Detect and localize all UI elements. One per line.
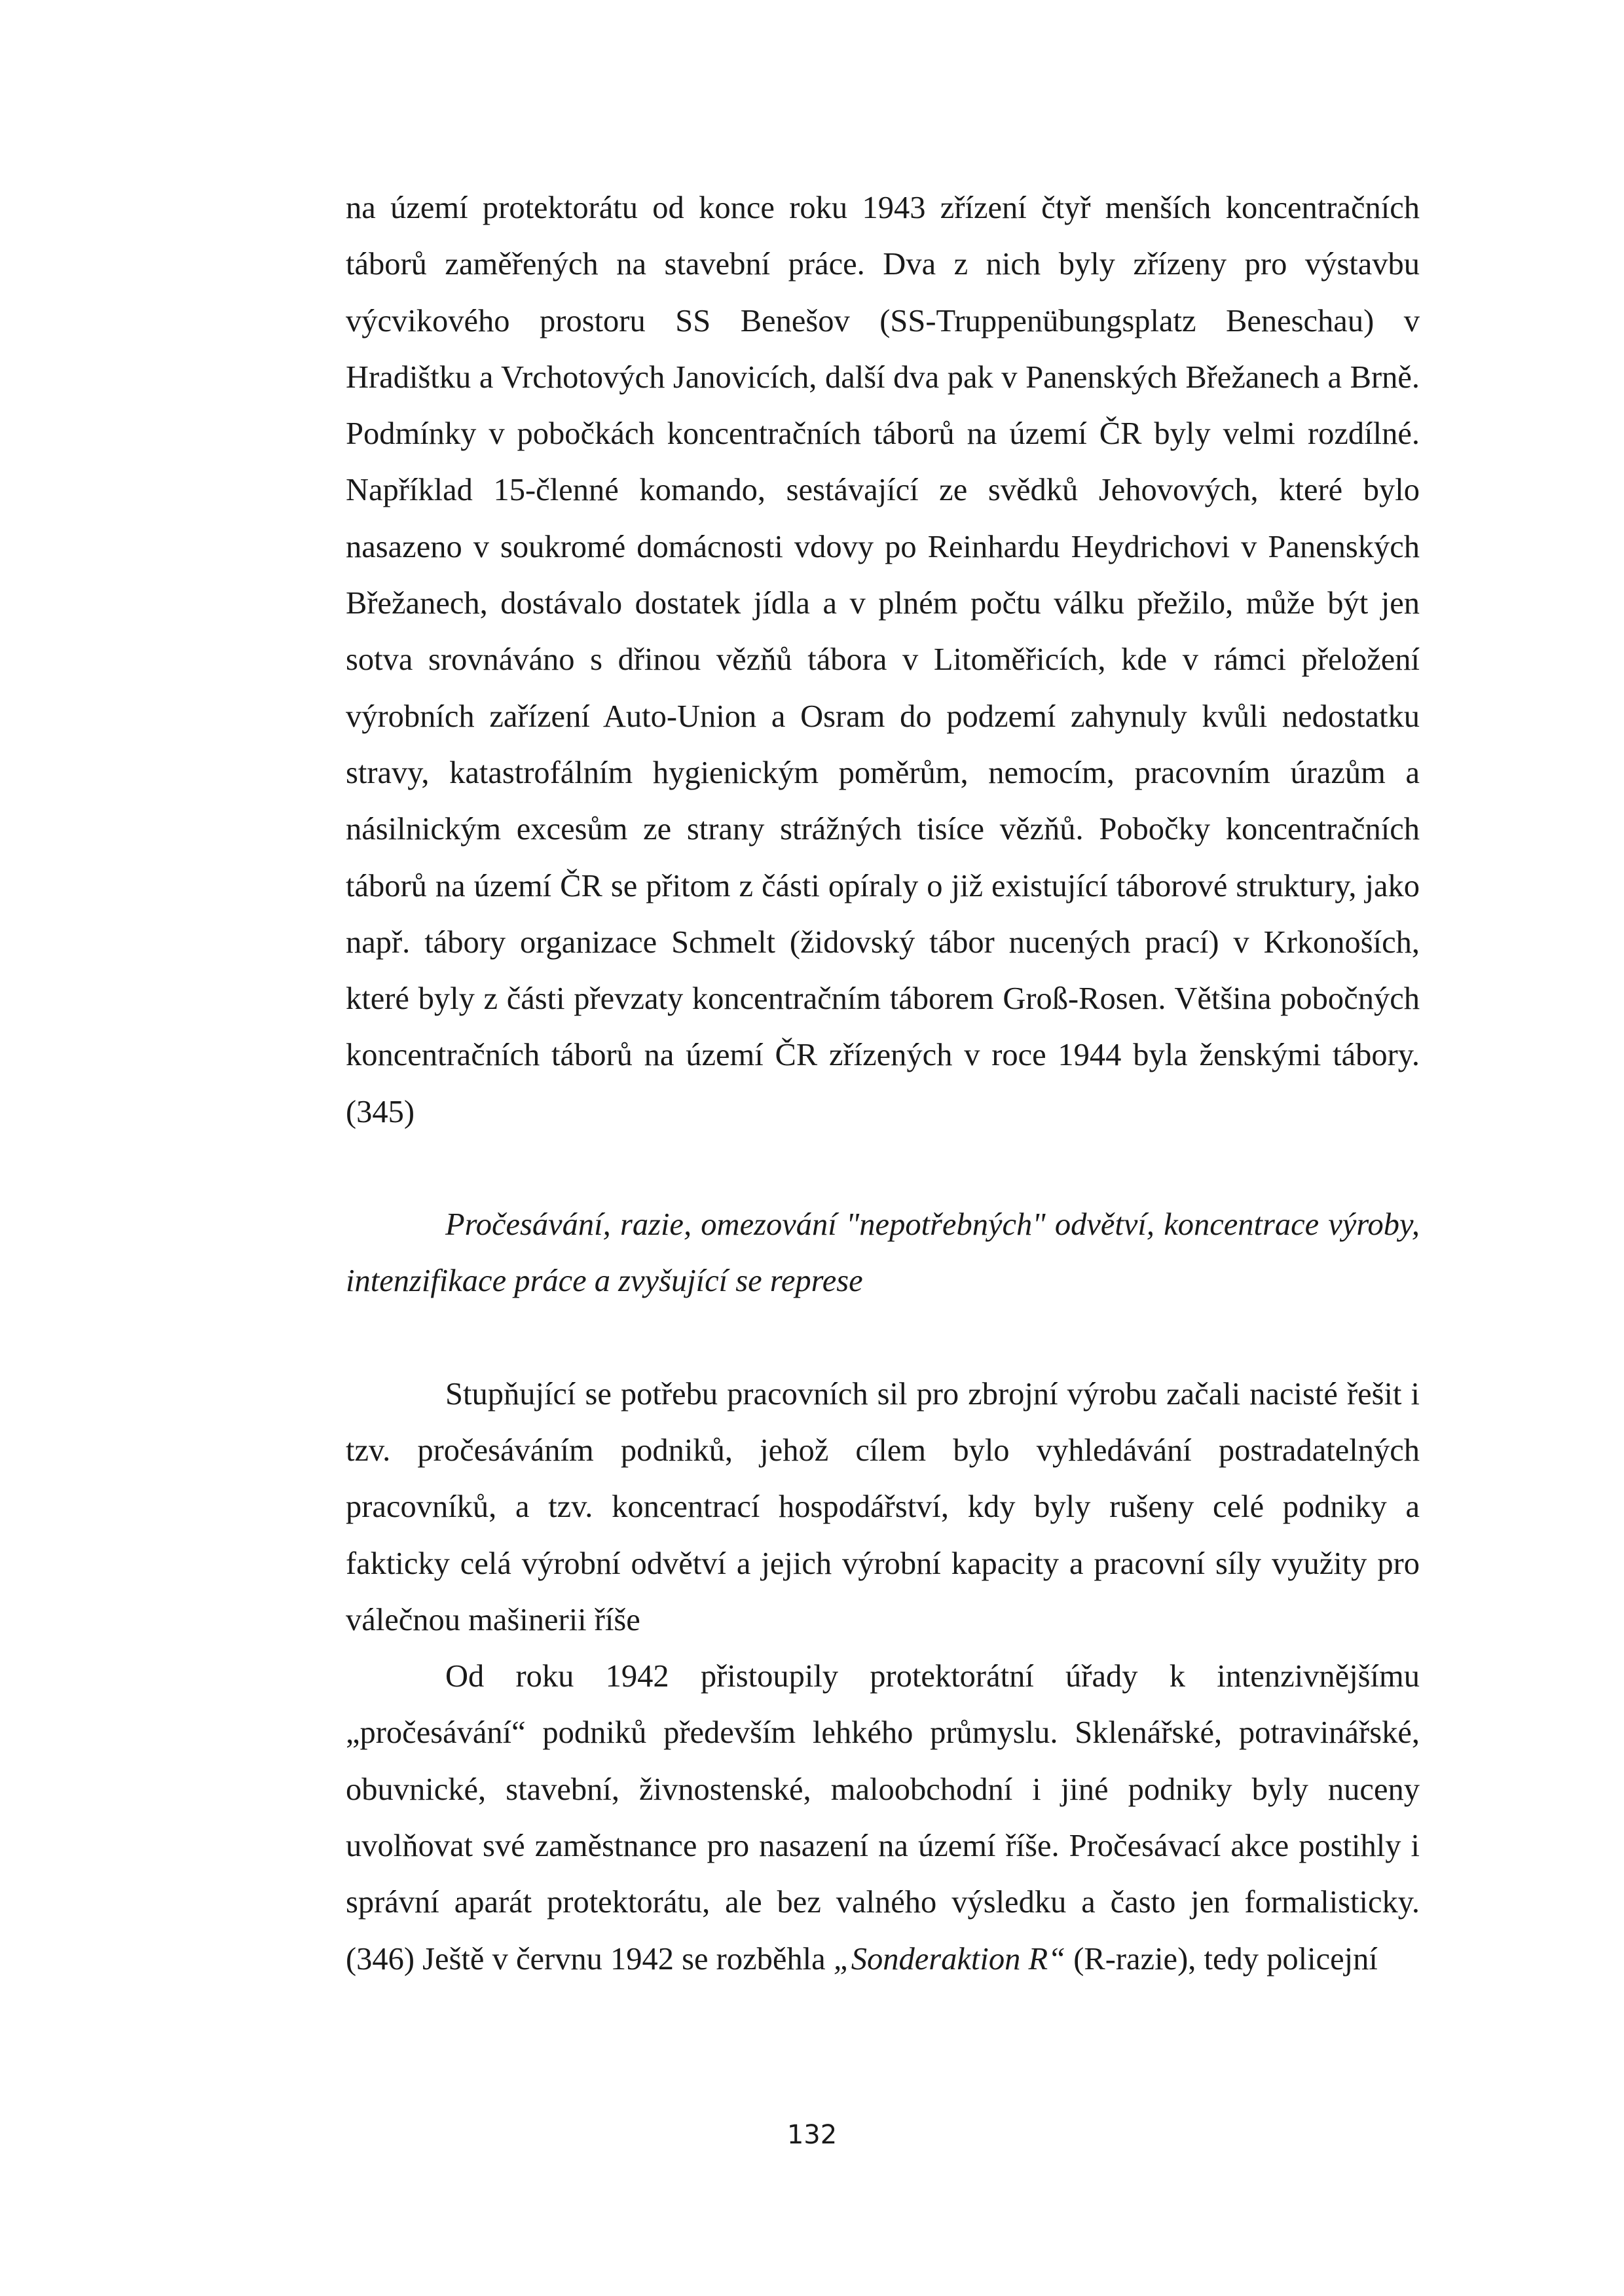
paragraph-text: Od roku 1942 přistoupily protektorátní úřady k intenzivnějšímu „pročesávání“ podniků především lehkého průmyslu. Sklenářské, potravinářské, obuvnické, stavební, živnostenské, maloobchodní i jiné podniky byly nuceny uvolňovat své zaměstnance pro nasazení na území říše. Pročesávací akce postihly i správní aparát protektorátu, ale bez valného výsledku a často jen formalisticky. (346) Ještě v červnu 1942 se rozběhla [346, 1659, 1420, 1977]
paragraph [346, 1649, 1420, 1988]
paragraph-text: (R-razie), tedy policejní [1065, 1941, 1378, 1977]
paragraph: na území protektorátu od konce roku 1943 zřízení čtyř menších koncentračních táborů zaměřených na stavební práce. Dva z nich byly zřízeny pro výstavbu výcvikového prostoru SS Benešov (SS-Truppenübungsplatz Beneschau) v Hradištku a Vrchotových Janovicích, další dva pak v Panenských Břežanech a Brně. Podmínky v pobočkách koncentračních táborů na území ČR byly velmi rozdílné. Například 15-členné komando, sestávající ze svědků Jehovových, které bylo nasazeno v soukromé domácnosti vdovy po Reinhardu Heydrichovi v Panenských Břežanech, dostávalo dostatek jídla a v plném počtu válku přežilo, může být jen sotva srovnáváno s dřinou vězňů tábora v Litoměřicích, kde v rámci přeložení výrobních zařízení Auto-Union a Osram do podzemí zahynuly kvůli nedostatku stravy, katastrofálním hygienickým poměrům, nemocím, pracovním úrazům a násilnickým excesům ze strany strážných tisíce vězňů. Pobočky koncentračních táborů na území ČR se přitom z části opíraly o již existující táborové struktury, jako např. tábory organizace Schmelt (židovský tábor nucených prací) v Krkonoších, které byly z části převzaty koncentračním táborem Groß-Rosen. Většina pobočných koncentračních táborů na území ČR zřízených v roce 1944 byla ženskými tábory.(345) [346, 191, 1420, 1129]
page-number: 132 [786, 2120, 838, 2150]
paragraph: Stupňující se potřebu pracovních sil pro zbrojní výrobu začali nacisté řešit i tzv. pročesáváním podniků, jehož cílem bylo vyhledávání postradatelných pracovníků, a tzv. koncentrací hospodářství, kdy byly rušeny celé podniky a fakticky celá výrobní odvětví a jejich výrobní kapacity a pracovní síly využity pro válečnou mašinerii říše [346, 1376, 1420, 1637]
body-text [346, 180, 1420, 1988]
italic-term: „Sonderaktion R“ [833, 1941, 1066, 1977]
section-heading: Pročesávání, razie, omezování "nepotřebných" odvětví, koncentrace výroby, intenzifikace práce a zvyšující se represe [346, 1207, 1420, 1299]
